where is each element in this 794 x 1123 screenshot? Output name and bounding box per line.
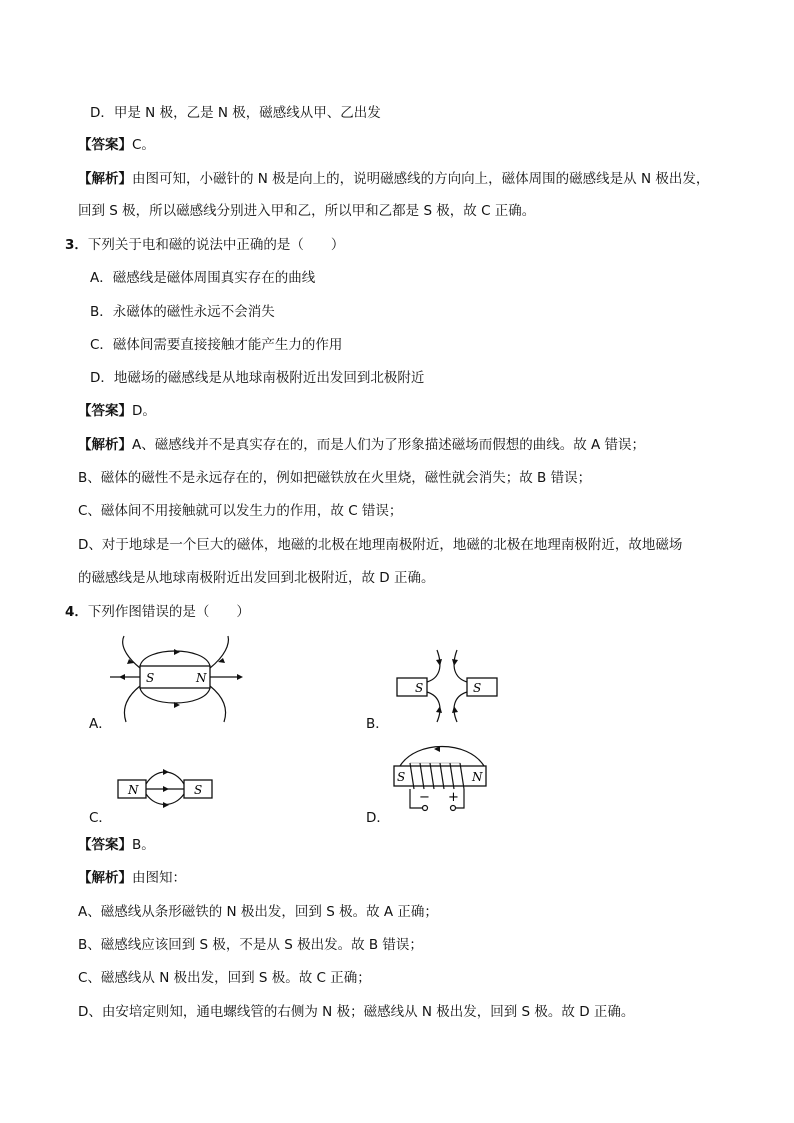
q3-analysis-d2: 的磁感线是从地球南极附近出发回到北极附近，故 D 正确。: [78, 570, 435, 586]
analysis-text: A、磁感线并不是真实存在的，而是人们为了形象描述磁场而假想的曲线。故 A 错误；: [132, 437, 646, 453]
analysis-label: 【解析】: [78, 437, 132, 453]
terminal-plus: +: [448, 790, 459, 805]
q4-analysis-c: C、磁感线从 N 极出发，回到 S 极。故 C 正确；: [78, 970, 371, 986]
magnet-pole-n: N: [196, 671, 207, 685]
q4-answer: [78, 835, 155, 855]
analysis-text: 由图可知，小磁针的 N 极是向上的，说明磁感线的方向向上，磁体周围的磁感线是从 N 极出发，: [132, 171, 710, 187]
q2-answer: [78, 135, 155, 155]
q4-analysis-d: D、由安培定则知，通电螺线管的右侧为 N 极；磁感线从 N 极出发，回到 S 极。故 D 正确。: [78, 1004, 635, 1020]
q3-option-a: A．磁感线是磁体周围真实存在的曲线: [90, 270, 316, 286]
q4-analysis-b: B、磁感线应该回到 S 极，不是从 S 极出发。故 B 错误；: [78, 937, 423, 953]
answer-value: C。: [132, 137, 155, 153]
figure-d-solenoid: [392, 738, 492, 820]
figure-a-bar-magnet: [110, 636, 250, 726]
answer-value: D。: [132, 403, 156, 419]
q4-option-a-label: A．: [89, 716, 112, 732]
answer-value: B。: [132, 837, 155, 853]
q3-analysis-b: B、磁体的磁性不是永远存在的，例如把磁铁放在火里烧，磁性就会消失；故 B 错误；: [78, 470, 592, 486]
question-text: 下列作图错误的是（ ）: [87, 604, 250, 620]
magnet-pole-s: S: [194, 783, 203, 797]
answer-label: 【答案】: [78, 137, 132, 153]
analysis-text: 由图知：: [132, 870, 186, 886]
figure-b-two-magnets: [395, 648, 505, 724]
question-number: 4．: [65, 604, 88, 620]
q4-option-d-label: D．: [366, 810, 390, 826]
q3-analysis-d1: D、对于地球是一个巨大的磁体，地磁的北极在地理南极附近，地磁的北极在地理南极附近，故地磁场: [78, 537, 683, 553]
solenoid-pole-s: S: [397, 770, 406, 784]
q4-option-c-label: C．: [89, 810, 112, 826]
question-number: 3．: [65, 237, 88, 253]
answer-label: 【答案】: [78, 837, 132, 853]
q4-stem: [65, 602, 250, 622]
q3-option-c: C．磁体间需要直接接触才能产生力的作用: [90, 337, 343, 353]
analysis-label: 【解析】: [78, 870, 132, 886]
terminal-minus: −: [419, 790, 430, 805]
q4-analysis-a: A、磁感线从条形磁铁的 N 极出发，回到 S 极。故 A 正确；: [78, 904, 438, 920]
q4-analysis-intro: [78, 868, 186, 888]
q3-option-b: B．永磁体的磁性永远不会消失: [90, 304, 275, 320]
q2-option-d: D．甲是 N 极，乙是 N 极，磁感线从甲、乙出发: [90, 105, 381, 121]
q3-answer: [78, 401, 156, 421]
figure-c-two-magnets: [116, 764, 216, 810]
magnet-pole-s-left: S: [415, 681, 424, 695]
answer-label: 【答案】: [78, 403, 132, 419]
analysis-label: 【解析】: [78, 171, 132, 187]
magnet-pole-n: N: [128, 783, 139, 797]
q3-analysis-a: [78, 435, 645, 455]
q2-analysis-line1: [78, 169, 709, 189]
solenoid-pole-n: N: [472, 770, 483, 784]
q3-option-d: D．地磁场的磁感线是从地球南极附近出发回到北极附近: [90, 370, 425, 386]
q3-analysis-c: C、磁体间不用接触就可以发生力的作用，故 C 错误；: [78, 503, 403, 519]
q3-stem: [65, 235, 344, 255]
q4-option-b-label: B．: [366, 716, 389, 732]
q2-analysis-line2: 回到 S 极，所以磁感线分别进入甲和乙，所以甲和乙都是 S 极，故 C 正确。: [78, 203, 536, 219]
magnet-pole-s: S: [146, 671, 155, 685]
question-text: 下列关于电和磁的说法中正确的是（ ）: [87, 237, 345, 253]
magnet-pole-s-right: S: [473, 681, 482, 695]
